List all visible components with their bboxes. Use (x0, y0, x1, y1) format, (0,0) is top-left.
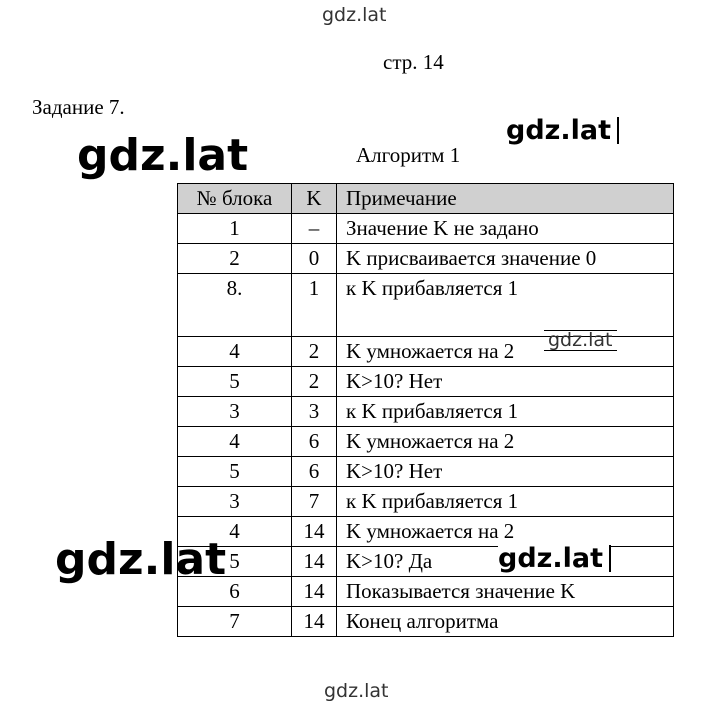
header-block-number: № блока (178, 184, 292, 214)
cell-note: K>10? Нет (337, 457, 674, 487)
watermark-right-lower: gdz.lat (498, 545, 611, 572)
table-row (178, 397, 674, 427)
task-title: Задание 7. (32, 95, 125, 119)
cell-k: 0 (292, 244, 337, 274)
watermark-left-large: gdz.lat (77, 130, 249, 181)
table-header-row (178, 184, 674, 214)
cell-block: 4 (178, 427, 292, 457)
cell-note: к K прибавляется 1 (337, 487, 674, 517)
table-row (178, 607, 674, 637)
table-row (178, 367, 674, 397)
cell-note: к K прибавляется 1 (337, 397, 674, 427)
cell-block: 5 (178, 547, 292, 577)
cell-note: к K прибавляется 1 (337, 274, 674, 337)
cell-block: 2 (178, 244, 292, 274)
watermark-top: gdz.lat (322, 4, 387, 26)
watermark-mid-table: gdz.lat (544, 330, 617, 351)
watermark-bottom: gdz.lat (324, 680, 389, 702)
cell-k: 6 (292, 427, 337, 457)
cell-block: 7 (178, 607, 292, 637)
page-number: стр. 14 (383, 50, 444, 74)
cell-note: Показывается значение K (337, 577, 674, 607)
header-note: Примечание (337, 184, 674, 214)
cell-note: K умножается на 2 (337, 517, 674, 547)
table-row (178, 577, 674, 607)
cell-note: K>10? Нет (337, 367, 674, 397)
cell-k: – (292, 214, 337, 244)
table-row (178, 244, 674, 274)
cell-k: 14 (292, 607, 337, 637)
table-row (178, 457, 674, 487)
cell-k: 14 (292, 547, 337, 577)
cell-k: 2 (292, 337, 337, 367)
cell-note: K присваивается значение 0 (337, 244, 674, 274)
cell-k: 2 (292, 367, 337, 397)
cell-block: 5 (178, 367, 292, 397)
watermark-left-lower: gdz.lat (55, 534, 227, 585)
table-row (178, 214, 674, 244)
cell-block: 5 (178, 457, 292, 487)
cell-note: Конец алгоритма (337, 607, 674, 637)
cell-note: K>10? Да (337, 547, 674, 577)
header-k: K (292, 184, 337, 214)
table-row (178, 274, 674, 337)
cell-block: 8. (178, 274, 292, 337)
cell-block: 4 (178, 517, 292, 547)
table-row (178, 427, 674, 457)
table-row (178, 487, 674, 517)
cell-k: 14 (292, 517, 337, 547)
cell-k: 6 (292, 457, 337, 487)
cell-k: 14 (292, 577, 337, 607)
cell-block: 6 (178, 577, 292, 607)
cell-note: K умножается на 2 (337, 427, 674, 457)
cell-block: 3 (178, 487, 292, 517)
cell-block: 3 (178, 397, 292, 427)
table-row (178, 517, 674, 547)
watermark-right-upper: gdz.lat (506, 117, 619, 144)
cell-note: K умножается на 2 (337, 337, 674, 367)
cell-k: 1 (292, 274, 337, 337)
cell-block: 1 (178, 214, 292, 244)
cell-block: 4 (178, 337, 292, 367)
cell-k: 7 (292, 487, 337, 517)
cell-note: Значение K не задано (337, 214, 674, 244)
cell-k: 3 (292, 397, 337, 427)
algorithm-title: Алгоритм 1 (356, 143, 461, 167)
